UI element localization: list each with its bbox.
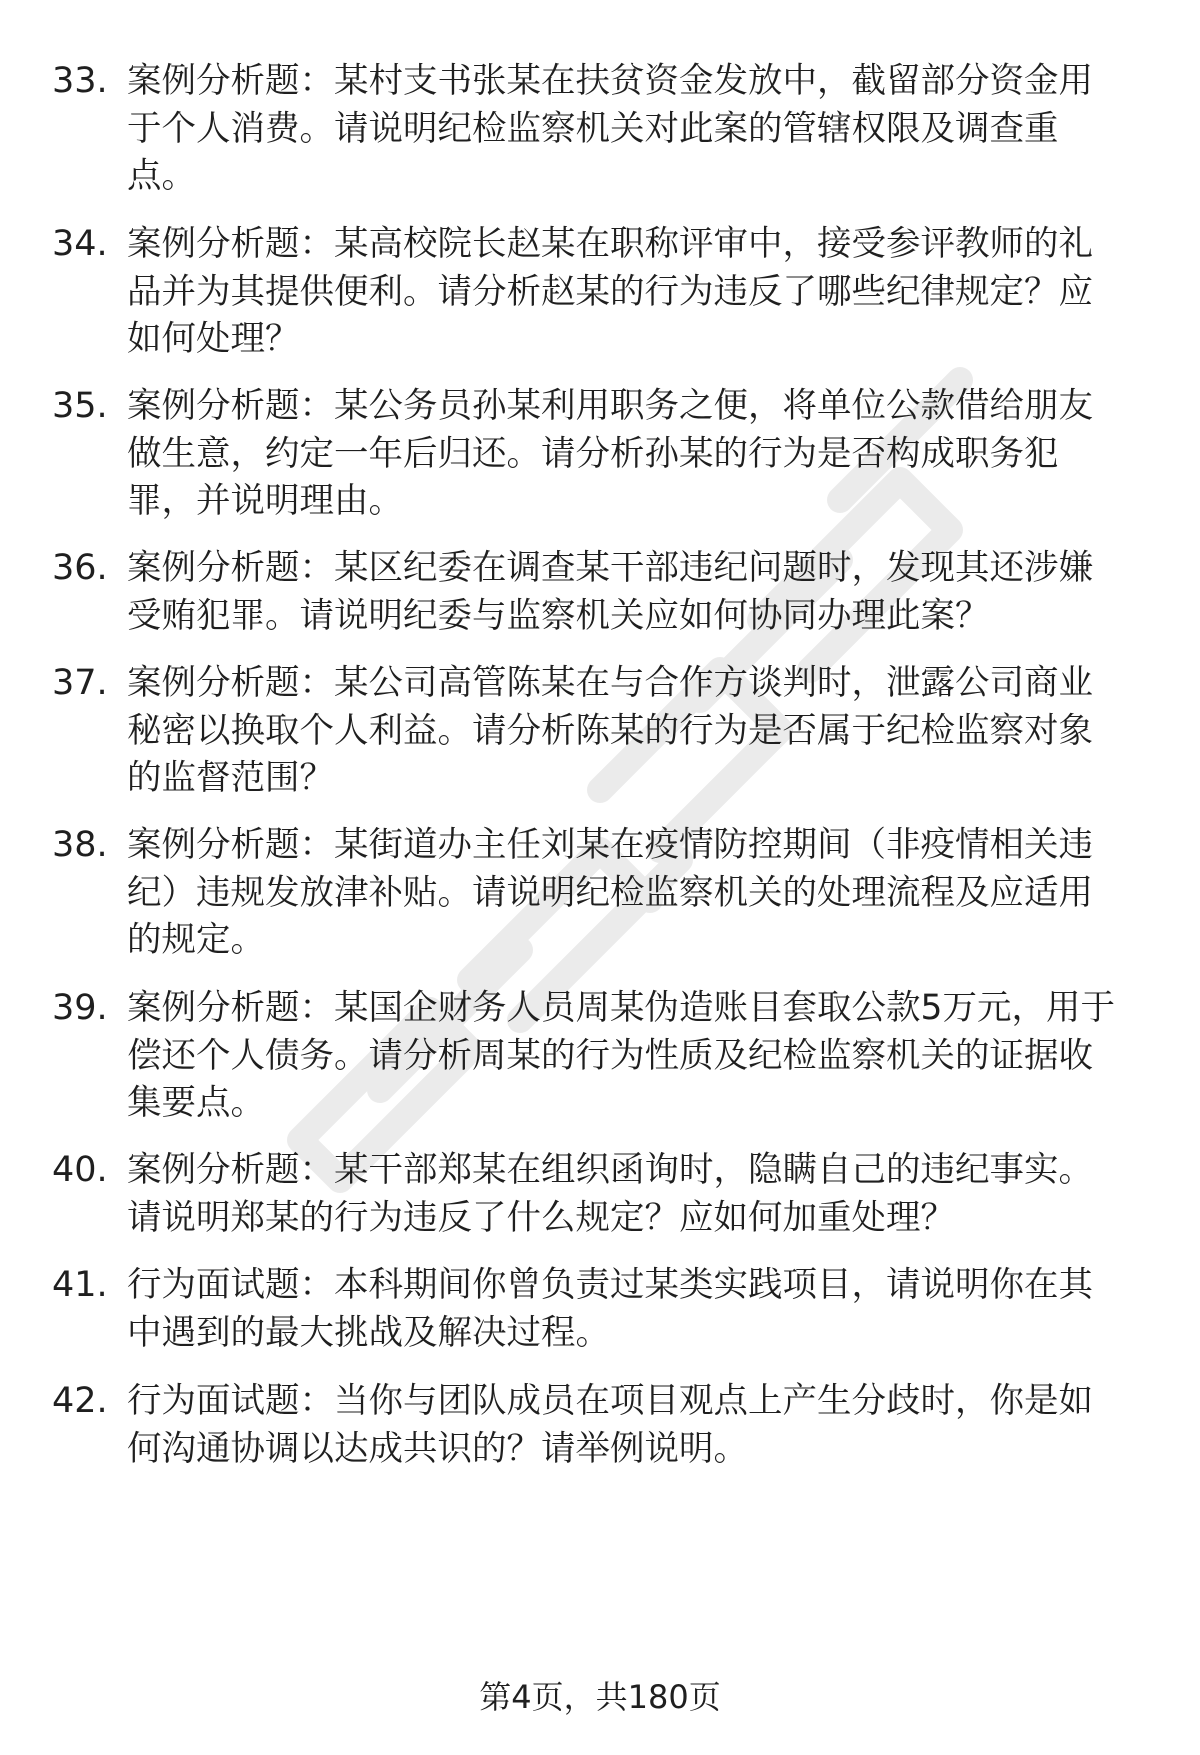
question-text-line: 中遇到的最大挑战及解决过程。 (127, 1312, 610, 1353)
question-text-line: 请说明郑某的行为违反了什么规定？应如何加重处理？ (127, 1197, 955, 1238)
question-number: 42. (52, 1381, 108, 1421)
question-text-line: 案例分析题：某街道办主任刘某在疫情防控期间（非疫情相关违 (127, 825, 1093, 865)
question-text-line: 的监督范围？ (127, 758, 334, 798)
question-number: 41. (52, 1265, 108, 1305)
page-number: 第4页，共180页 (479, 1678, 721, 1716)
question-text (127, 1147, 1147, 1242)
question-text-line: 案例分析题：某区纪委在调查某干部违纪问题时，发现其还涉嫌 (127, 548, 1093, 588)
question-text (127, 545, 1147, 640)
question-number: 39. (52, 988, 108, 1028)
question-text-line: 案例分析题：某村支书张某在扶贫资金发放中，截留部分资金用 (127, 61, 1093, 101)
question-text-line: 偿还个人债务。请分析周某的行为性质及纪检监察机关的证据收 (127, 1035, 1093, 1076)
question-number: 38. (52, 825, 108, 865)
question-text (127, 1378, 1147, 1473)
question-number: 40. (52, 1150, 108, 1190)
question-text-line: 的规定。 (127, 920, 265, 960)
question-text (127, 985, 1147, 1128)
question-text-line: 纪）违规发放津补贴。请说明纪检监察机关的处理流程及应适用 (127, 872, 1093, 913)
question-text (127, 1262, 1147, 1357)
question-text-line: 品并为其提供便利。请分析赵某的行为违反了哪些纪律规定？应 (127, 271, 1093, 312)
question-text-line: 案例分析题：某国企财务人员周某伪造账目套取公款5万元，用于 (127, 988, 1115, 1028)
question-text-line: 秘密以换取个人利益。请分析陈某的行为是否属于纪检监察对象 (127, 710, 1093, 751)
question-text-line: 点。 (127, 156, 196, 196)
question-text-line: 行为面试题：当你与团队成员在项目观点上产生分歧时，你是如 (127, 1381, 1093, 1421)
question-number: 34. (52, 224, 108, 264)
question-text (127, 822, 1147, 965)
question-text-line: 于个人消费。请说明纪检监察机关对此案的管辖权限及调查重 (127, 108, 1059, 149)
question-text-line: 受贿犯罪。请说明纪委与监察机关应如何协同办理此案？ (127, 595, 990, 636)
question-text (127, 383, 1147, 526)
question-text-line: 何沟通协调以达成共识的？请举例说明。 (127, 1428, 748, 1469)
question-text-line: 集要点。 (127, 1083, 265, 1123)
question-text-line: 做生意，约定一年后归还。请分析孙某的行为是否构成职务犯 (127, 433, 1059, 474)
question-number: 35. (52, 386, 108, 426)
question-text (127, 221, 1147, 364)
question-text-line: 案例分析题：某公务员孙某利用职务之便，将单位公款借给朋友 (127, 386, 1093, 426)
question-number: 37. (52, 663, 108, 703)
question-text (127, 58, 1147, 201)
question-text-line: 如何处理？ (127, 319, 300, 359)
question-text-line: 案例分析题：某干部郑某在组织函询时，隐瞒自己的违纪事实。 (127, 1150, 1093, 1190)
question-text-line: 案例分析题：某公司高管陈某在与合作方谈判时，泄露公司商业 (127, 663, 1093, 703)
question-text-line: 行为面试题：本科期间你曾负责过某类实践项目，请说明你在其 (127, 1265, 1093, 1305)
question-text-line: 案例分析题：某高校院长赵某在职称评审中，接受参评教师的礼 (127, 224, 1093, 264)
question-number: 36. (52, 548, 108, 588)
question-text-line: 罪，并说明理由。 (127, 481, 403, 521)
question-text (127, 660, 1147, 803)
question-number: 33. (52, 61, 108, 101)
